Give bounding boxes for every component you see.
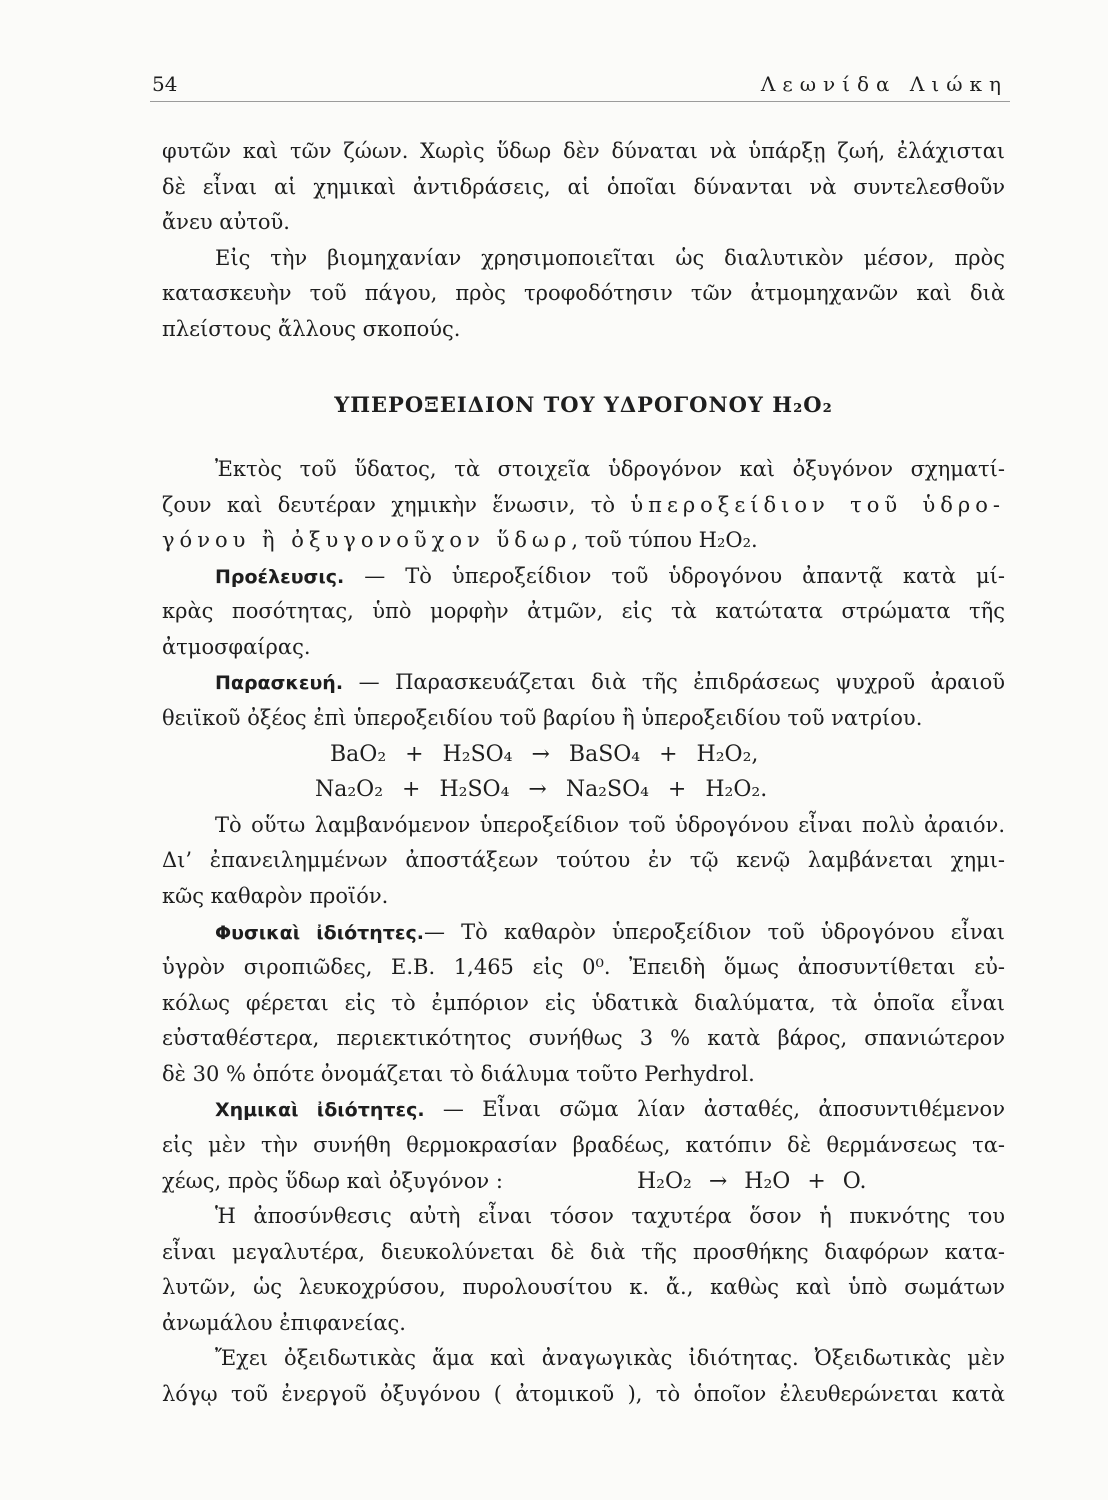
text-line: ἄνευ αὐτοῦ. bbox=[162, 210, 290, 235]
text-line: κόλως φέρεται εἰς τὸ ἐμπόριον εἰς ὑδατικὰ διαλύματα, τὰ ὁποῖα εἶναι bbox=[162, 990, 1005, 1015]
chemical-equation: BaO₂ + H₂SO₄ → BaSO₄ + H₂O₂, bbox=[330, 741, 759, 767]
spaced-term: ὑπεροξείδιον τοῦ ὑδρο- bbox=[630, 492, 1005, 517]
text-line: εἰς μὲν τὴν συνήθη θερμοκρασίαν βραδέως, κατόπιν δὲ θερμάνσεως τα- bbox=[162, 1132, 1005, 1157]
text-line: Εἰς τὴν βιομηχανίαν χρησιμοποιεῖται ὡς διαλυτικὸν μέσον, πρὸς bbox=[215, 245, 1005, 270]
page-number: 54 bbox=[152, 72, 178, 96]
text-line bbox=[162, 1164, 1005, 1200]
text-line: Ἔχει ὀξειδωτικὰς ἅμα καὶ ἀναγωγικὰς ἰδιότητας. Ὀξειδωτικὰς μὲν bbox=[215, 1346, 1005, 1371]
text-line bbox=[162, 488, 1005, 524]
run-in-heading: Φυσικαὶ ἰδιότητες. bbox=[215, 921, 424, 944]
text-line: Ἡ ἀποσύνθεσις αὐτὴ εἶναι τόσον ταχυτέρα ὅσον ἡ πυκνότης του bbox=[215, 1204, 1005, 1229]
text-block-top bbox=[162, 134, 1005, 347]
text-line: κατασκευὴν τοῦ πάγου, πρὸς τροφοδότησιν τῶν ἀτμομηχανῶν καὶ διὰ bbox=[162, 281, 1005, 306]
line-text: χέως, πρὸς ὕδωρ καὶ ὀξυγόνον : bbox=[162, 1168, 503, 1193]
header-rule bbox=[150, 101, 1010, 102]
text-line: ὑγρὸν σιροπιῶδες, Ε.Β. 1,465 εἰς 0⁰. Ἐπειδὴ ὅμως ἀποσυντίθεται εὐ- bbox=[162, 955, 1005, 980]
text-line: λόγῳ τοῦ ἐνεργοῦ ὀξυγόνου ( ἀτομικοῦ ), τὸ ὁποῖον ἐλευθερώνεται κατὰ bbox=[162, 1382, 1005, 1407]
run-in-heading: Παρασκευή. bbox=[215, 672, 344, 695]
run-in-heading: Χημικαὶ ἰδιότητες. bbox=[215, 1099, 425, 1122]
text-line: εἶναι μεγαλυτέρα, διευκολύνεται δὲ διὰ τῆς προσθήκης διαφόρων κατα- bbox=[162, 1239, 1005, 1264]
text-line bbox=[162, 665, 1005, 701]
chemical-equation: H₂O₂ → H₂O + O. bbox=[637, 1168, 867, 1194]
run-in-heading: Προέλευσις. bbox=[215, 565, 345, 588]
text-line: εὐσταθέστερα, περιεκτικότητος συνήθως 3 % κατὰ βάρος, σπανιώτερον bbox=[162, 1026, 1005, 1051]
text-line: δὲ εἶναι αἱ χημικαὶ ἀντιδράσεις, αἱ ὁποῖαι δύνανται νὰ συντελεσθοῦν bbox=[162, 174, 1005, 199]
text-line: Δι’ ἐπανειλημμένων ἀποστάξεων τούτου ἐν τῷ κενῷ λαμβάνεται χημι- bbox=[162, 848, 1005, 873]
line-text: — Τὸ ὑπεροξείδιον τοῦ ὑδρογόνου ἀπαντᾷ κατὰ μί- bbox=[364, 563, 1005, 588]
line-text: , τοῦ τύπου H₂O₂. bbox=[571, 528, 758, 553]
section-heading: ΥΠΕΡΟΞΕΙΔΙΟΝ ΤΟΥ ΥΔΡΟΓΟΝΟΥ H₂O₂ bbox=[334, 392, 833, 417]
text-line: θειϊκοῦ ὀξέος ἐπὶ ὑπεροξειδίου τοῦ βαρίου ἢ ὑπεροξειδίου τοῦ νατρίου. bbox=[162, 706, 923, 731]
text-line: ἀτμοσφαίρας. bbox=[162, 634, 311, 659]
text-line bbox=[162, 523, 1005, 559]
text-line: κρὰς ποσότητας, ὑπὸ μορφὴν ἀτμῶν, εἰς τὰ κατώτατα στρώματα τῆς bbox=[162, 599, 1005, 624]
line-text: — Τὸ καθαρὸν ὑπεροξείδιον τοῦ ὑδρογόνου εἶναι bbox=[424, 919, 1005, 944]
text-line bbox=[162, 915, 1005, 951]
text-line: Ἐκτὸς τοῦ ὕδατος, τὰ στοιχεῖα ὑδρογόνον καὶ ὀξυγόνον σχηματί- bbox=[215, 457, 1005, 481]
line-text: — Παρασκευάζεται διὰ τῆς ἐπιδράσεως ψυχροῦ ἀραιοῦ bbox=[358, 670, 1005, 695]
text-line bbox=[162, 1092, 1005, 1128]
running-header-author: Λεωνίδα Λιώκη bbox=[760, 72, 1008, 96]
text-line: κῶς καθαρὸν προϊόν. bbox=[162, 883, 389, 908]
chemical-equation: Na₂O₂ + H₂SO₄ → Na₂SO₄ + H₂O₂. bbox=[315, 777, 768, 803]
text-line: λυτῶν, ὡς λευκοχρύσου, πυρολουσίτου κ. ἄ., καθὼς καὶ ὑπὸ σωμάτων bbox=[162, 1275, 1005, 1300]
line-text: ζουν καὶ δευτέραν χημικὴν ἕνωσιν, τὸ bbox=[162, 492, 616, 517]
text-line: Τὸ οὕτω λαμβανόμενον ὑπεροξείδιον τοῦ ὑδρογόνου εἶναι πολὺ ἀραιόν. bbox=[215, 812, 1005, 837]
text-line: δὲ 30 % ὁπότε ὀνομάζεται τὸ διάλυμα τοῦτο Perhydrol. bbox=[162, 1061, 755, 1086]
text-line: πλείστους ἄλλους σκοπούς. bbox=[162, 316, 461, 341]
text-block-main bbox=[162, 452, 1005, 1413]
text-line: ἀνωμάλου ἐπιφανείας. bbox=[162, 1310, 406, 1335]
text-line: φυτῶν καὶ τῶν ζώων. Χωρὶς ὕδωρ δὲν δύναται νὰ ὑπάρξῃ ζωή, ἐλάχισται bbox=[162, 139, 1005, 163]
spaced-term: γόνου ἢ ὀξυγονοῦχον ὕδωρ bbox=[162, 528, 572, 553]
line-text: — Εἶναι σῶμα λίαν ἀσταθές, ἀποσυντιθέμενον bbox=[442, 1097, 1005, 1122]
text-line bbox=[162, 559, 1005, 595]
